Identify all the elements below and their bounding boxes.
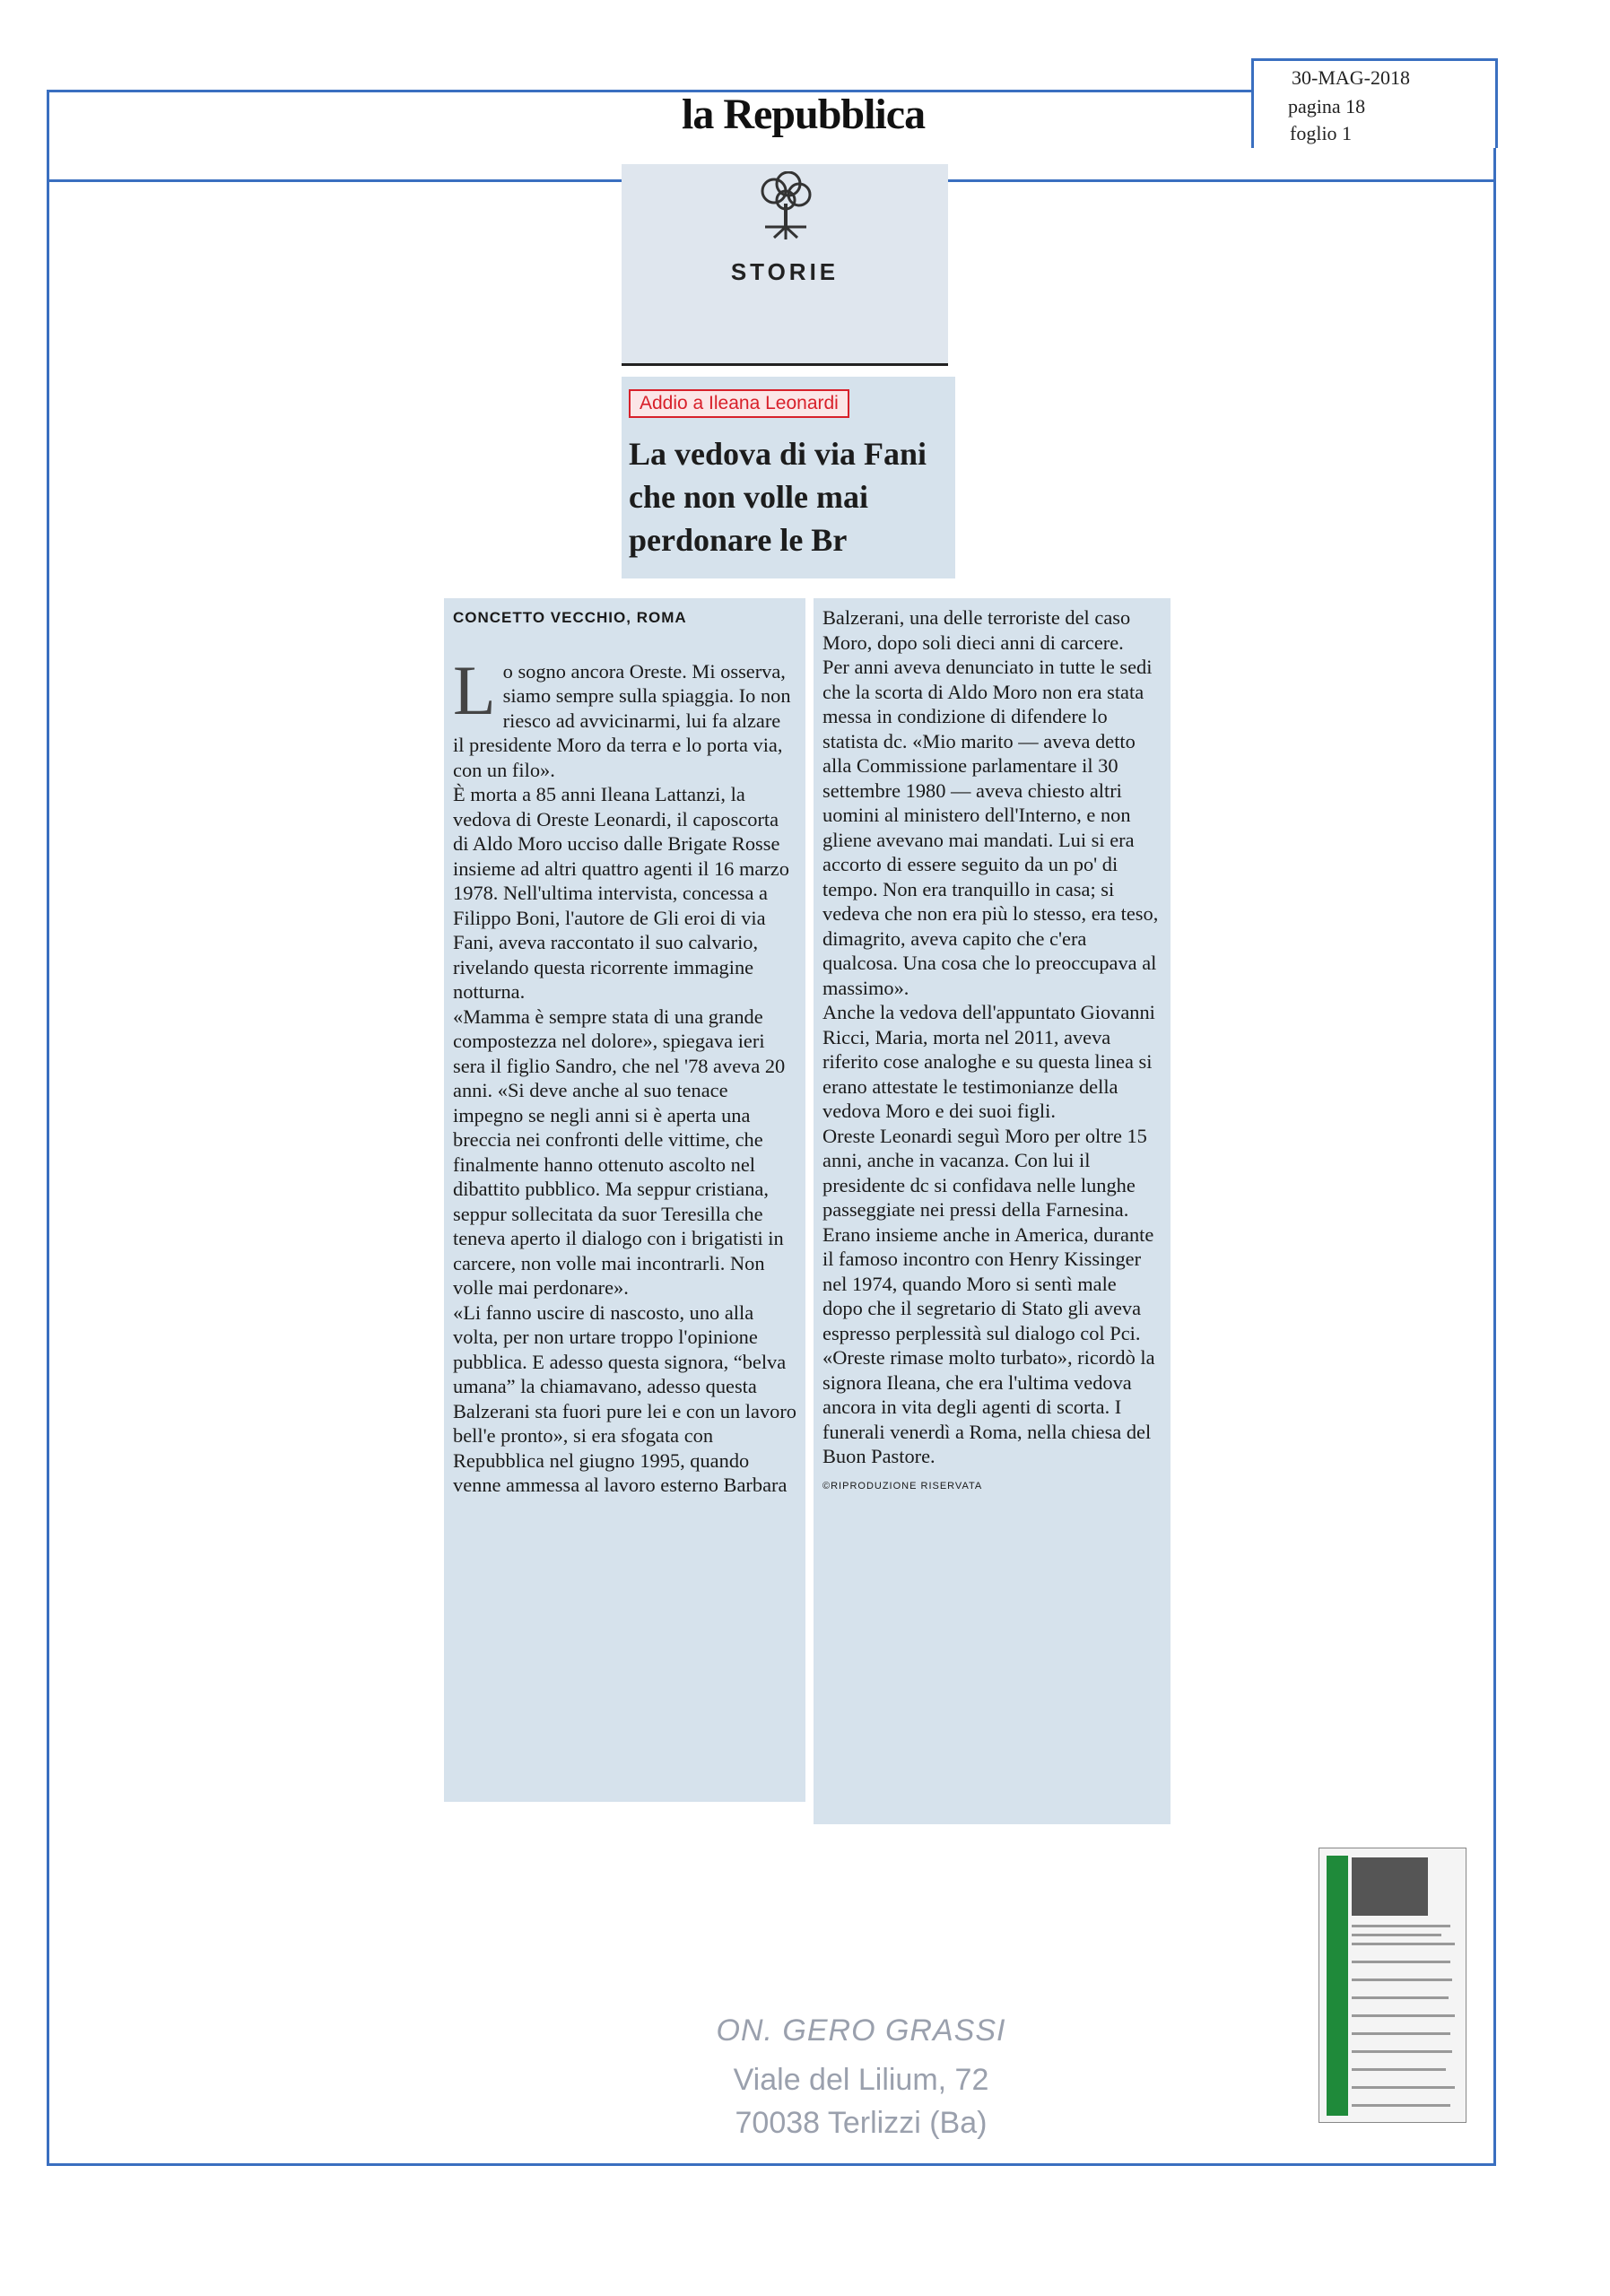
drop-cap: L: [453, 650, 496, 729]
thumbnail-text-line: [1352, 1996, 1449, 1999]
masthead: la Repubblica: [682, 91, 926, 138]
thumbnail-text-line: [1352, 2050, 1452, 2053]
tree-logo-icon: [754, 171, 817, 243]
stamp-name: ON. GERO GRASSI: [716, 2013, 1006, 2048]
thumbnail-text-line: [1352, 1943, 1455, 1945]
date-label: 30-MAG-2018: [1292, 66, 1410, 89]
headline-line: che non volle mai: [629, 479, 868, 515]
paragraph: «Mamma è sempre stata di una grande compostezza nel dolore», spiegava ieri sera il figlio Sandro, che nel '78 aveva 20 anni. «Si deve anche al suo tenace impegno se negli anni si è aperta una breccia nei confronti delle vittime, che finalmente hanno ottenuto ascolto nel dibattito pubblico. Ma seppur cristiana, seppur sollecitata da suor Teresilla che teneva aperto il dialogo con i brigatisti in carcere, non volle mai incontrarli. Non volle mai perdonare».: [453, 1004, 786, 1299]
headline: [629, 432, 952, 561]
article-column-2: [814, 598, 1171, 1824]
paragraph: «Li fanno uscire di nascosto, uno alla volta, per non urtare troppo l'opinione pubblica. E adesso questa signora, “belva umana” la chiamavano, adesso questa Balzerani sta fuori pure lei e con un lavoro bell'e pronto», si era sfogata con Repubblica nel giugno 1995, quando venne ammessa al lavoro esterno Barbara: [453, 1300, 796, 1496]
article-column-1: [444, 598, 805, 1802]
thumbnail-text-line: [1352, 1934, 1441, 1936]
byline: CONCETTO VECCHIO, ROMA: [453, 609, 687, 626]
paragraph: Balzerani, una delle terroriste del caso Moro, dopo soli dieci anni di carcere.: [822, 606, 1131, 654]
paragraph: Anche la vedova dell'appuntato Giovanni Ricci, Maria, morta nel 2011, aveva riferito cose analoghe e su questa linea si erano attestate le testimonianze della vedova Moro e dei suoi figli.: [822, 1001, 1155, 1122]
thumbnail-green-band: [1327, 1856, 1348, 2116]
section-label: STORIE: [730, 258, 840, 285]
sheet-label: foglio 1: [1290, 122, 1353, 144]
page-label: pagina 18: [1288, 95, 1366, 117]
copyright-note: ©RIPRODUZIONE RISERVATA: [822, 1480, 983, 1492]
thumbnail-text-line: [1352, 1925, 1450, 1927]
thumbnail-text-line: [1352, 2086, 1455, 2089]
section-header: [622, 164, 948, 366]
paragraph: Oreste Leonardi seguì Moro per oltre 15 anni, anche in vacanza. Con lui il presidente dc si confidava nelle lunghe passeggiate nei pressi della Farnesina. Erano insieme anche in America, durante il famoso incontro con Henry Kissinger nel 1974, quando Moro si sentì male dopo che il segretario di Stato gli aveva espresso perplessità sul dialogo col Pci. «Oreste rimase molto turbato», ricordò la signora Ileana, che era l'ultima vedova ancora in vita degli agenti di scorta. I funerali venerdì a Roma, nella chiesa del Buon Pastore.: [822, 1124, 1155, 1467]
headline-line: perdonare le Br: [629, 522, 848, 558]
thumbnail-text-line: [1352, 2104, 1450, 2107]
paragraph: o sogno ancora Oreste. Mi osserva, siamo sempre sulla spiaggia. Io non riesco ad avvicinarmi, lui fa alzare il presidente Moro da terra e lo porta via, con un filo».: [453, 659, 791, 781]
thumbnail-text-line: [1352, 1979, 1452, 1981]
headline-line: La vedova di via Fani: [629, 436, 927, 472]
thumbnail-photo: [1352, 1857, 1428, 1916]
stamp-city: 70038 Terlizzi (Ba): [735, 2106, 988, 2140]
page-thumbnail: [1318, 1848, 1466, 2123]
thumbnail-text-line: [1352, 1961, 1450, 1963]
thumbnail-text-line: [1352, 2032, 1450, 2035]
metadata-box: [1251, 58, 1498, 148]
title-block: [622, 377, 955, 578]
thumbnail-text-line: [1352, 2068, 1446, 2071]
stamp-address: Viale del Lilium, 72: [733, 2063, 989, 2097]
thumbnail-text-line: [1352, 2014, 1455, 2017]
paragraph: Per anni aveva denunciato in tutte le sedi che la scorta di Aldo Moro non era stata messa in condizione di difendere lo statista dc. «Mio marito — aveva detto alla Commissione parlamentare il 30 settembre 1980 — aveva chiesto altri uomini al ministero dell'Interno, e non gliene avevano mai mandati. Lui si era accorto di essere seguito da un po' di tempo. Non era tranquillo in casa; si vedeva che non era più lo stesso, era teso, dimagrito, aveva capito che c'era qualcosa. Una cosa che lo preoccupava al massimo».: [822, 656, 1159, 999]
paragraph: È morta a 85 anni Ileana Lattanzi, la vedova di Oreste Leonardi, il caposcorta di Aldo Moro ucciso dalle Brigate Rosse insieme ad altri quattro agenti il 16 marzo 1978. Nell'ultima intervista, concessa a Filippo Boni, l'autore de Gli eroi di via Fani, aveva raccontato il suo calvario, rivelando questa ricorrente immagine notturna.: [453, 783, 789, 1003]
kicker-tag: Addio a Ileana Leonardi: [629, 389, 849, 418]
